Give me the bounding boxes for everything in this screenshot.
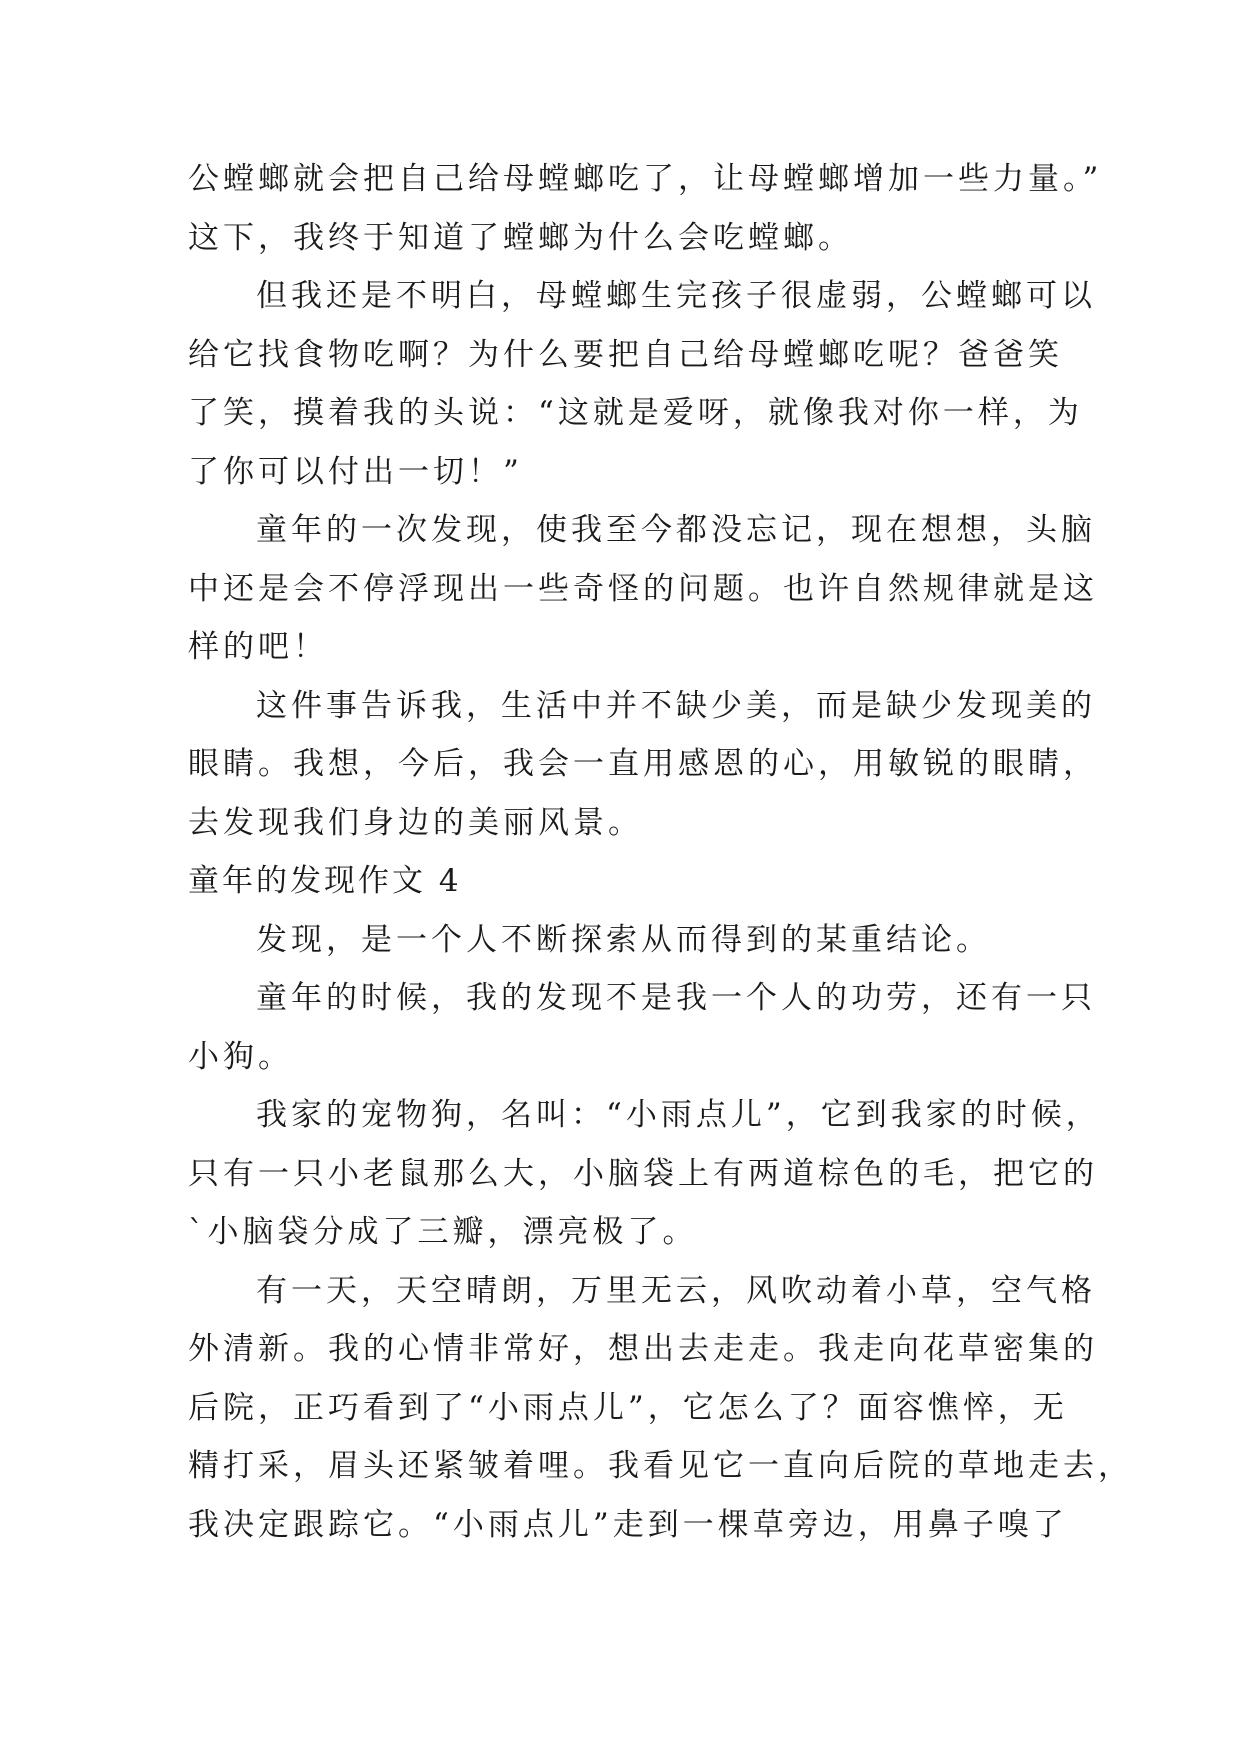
text-line: 公螳螂就会把自己给母螳螂吃了，让母螳螂增加一些力量。” [188, 161, 1103, 197]
paragraph [188, 267, 1096, 501]
text-line: 这下，我终于知道了螳螂为什么会吃螳螂。 [188, 219, 853, 256]
text-line: 童年的时候，我的发现不是我一个人的功劳，还有一只 [256, 980, 1096, 1016]
text-line: 我决定跟踪它。“小雨点儿”走到一棵草旁边，用鼻子嗅了 [188, 1506, 1068, 1543]
text-line: 外清新。我的心情非常好，想出去走走。我走向花草密集的 [188, 1331, 1098, 1367]
text-line: 精打采，眉头还紧皱着哩。我看见它一直向后院的草地走去， [188, 1448, 1133, 1484]
text-line: 去发现我们身边的美丽风景。 [188, 804, 643, 841]
paragraph [188, 969, 1096, 1086]
text-line: 中还是会不停浮现出一些奇怪的问题。也许自然规律就是这 [188, 570, 1098, 607]
document-page [188, 150, 1133, 1554]
text-line: 但我还是不明白，母螳螂生完孩子很虚弱，公螳螂可以 [256, 278, 1096, 314]
text-line: 了笑，摸着我的头说：“这就是爱呀，就像我对你一样，为 [188, 395, 1083, 431]
text-line: 眼睛。我想，今后，我会一直用感恩的心，用敏锐的眼睛， [188, 746, 1098, 782]
text-line: 样的吧！ [188, 629, 328, 665]
paragraph [188, 677, 1098, 853]
section-heading: 童年的发现作文 4 [188, 863, 462, 899]
paragraph [188, 501, 1098, 677]
text-line: 后院，正巧看到了“小雨点儿”，它怎么了？面容憔悴，无 [188, 1389, 1068, 1426]
paragraph-continued [188, 150, 1103, 267]
paragraph [188, 1262, 1133, 1555]
text-line: `小脑袋分成了三瓣，漂亮极了。 [188, 1214, 698, 1250]
text-line: 这件事告诉我，生活中并不缺少美，而是缺少发现美的 [256, 687, 1096, 724]
text-line: 了你可以付出一切！” [188, 453, 523, 490]
text-line: 发现，是一个人不断探索从而得到的某重结论。 [256, 921, 991, 958]
text-line: 我家的宠物狗，名叫：“小雨点儿”，它到我家的时候， [256, 1097, 1101, 1133]
text-line: 童年的一次发现，使我至今都没忘记，现在想想，头脑 [256, 512, 1096, 548]
paragraph [188, 1086, 1101, 1262]
text-line: 给它找食物吃啊？为什么要把自己给母螳螂吃呢？爸爸笑 [188, 336, 1063, 373]
paragraph [188, 911, 1068, 970]
text-line: 只有一只小老鼠那么大，小脑袋上有两道棕色的毛，把它的 [188, 1155, 1098, 1192]
text-line: 小狗。 [188, 1038, 293, 1075]
text-line: 有一天，天空晴朗，万里无云，风吹动着小草，空气格 [256, 1272, 1096, 1309]
